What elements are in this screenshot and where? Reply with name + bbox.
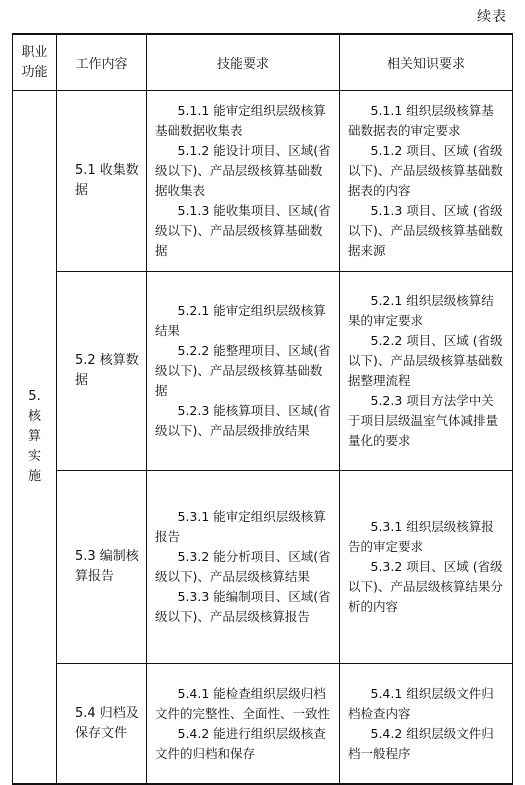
skill-item: 5.4.2 能进行组织层级核查文件的归档和保存 (155, 725, 326, 761)
header-skills: 技能要求 (147, 34, 340, 91)
function-line: 核 (27, 409, 41, 424)
skill-item: 5.2.1 能审定组织层级核算结果 (155, 303, 326, 338)
header-work-content: 工作内容 (57, 34, 147, 91)
skill-item: 5.3.3 能编制项目、区域(省级以下)、产品层级核算报告 (155, 589, 331, 624)
function-line: 5. (28, 389, 41, 404)
skills-cell (147, 471, 340, 664)
knowledge-item: 5.1.2 项目、区域 (省级以下)、产品层级核算基础数据表的内容 (348, 143, 503, 198)
header-function (13, 34, 57, 91)
work-content-cell: 5.4 归档及保存文件 (57, 664, 147, 785)
function-line: 实 (27, 449, 41, 464)
header-function-line2: 功能 (21, 64, 48, 80)
knowledge-item: 5.3.1 组织层级核算报告的审定要求 (348, 519, 494, 554)
skill-item: 5.3.2 能分析项目、区域(省级以下)、产品层级核算结果 (155, 549, 331, 584)
knowledge-item: 5.3.2 项目、区域 (省级以下)、产品层级核算结果分析的内容 (348, 559, 503, 614)
knowledge-item: 5.1.1 组织层级核算基础数据表的审定要求 (348, 103, 494, 138)
knowledge-item: 5.4.1 组织层级文件归档检查内容 (348, 685, 494, 721)
skills-cell (147, 664, 340, 785)
work-content-cell: 5.2 核算数据 (57, 272, 147, 471)
work-content-cell: 5.1 收集数据 (57, 91, 147, 272)
skills-table (12, 33, 513, 785)
knowledge-item: 5.2.2 项目、区域 (省级以下)、产品层级核算基础数据整理流程 (348, 333, 503, 388)
knowledge-item: 5.1.3 项目、区域 (省级以下)、产品层级核算基础数据来源 (348, 203, 503, 258)
table-row (13, 91, 513, 272)
skill-item: 5.1.3 能收集项目、区域(省级以下)、产品层级核算基础数据 (155, 203, 331, 258)
skills-cell (147, 272, 340, 471)
header-knowledge: 相关知识要求 (340, 34, 513, 91)
knowledge-cell (340, 664, 513, 785)
knowledge-cell (340, 91, 513, 272)
function-line: 算 (27, 429, 41, 444)
table-header-row (13, 34, 513, 91)
skill-item: 5.1.1 能审定组织层级核算基础数据收集表 (155, 103, 326, 138)
table-row (13, 664, 513, 785)
skill-item: 5.4.1 能检查组织层级归档文件的完整性、全面性、一致性 (155, 685, 331, 721)
function-cell (13, 91, 57, 785)
header-function-line1: 职业 (21, 44, 48, 60)
skill-item: 5.1.2 能设计项目、区域(省级以下)、产品层级核算基础数据收集表 (155, 143, 331, 198)
knowledge-item: 5.2.1 组织层级核算结果的审定要求 (348, 293, 494, 328)
knowledge-item: 5.4.2 组织层级文件归档一般程序 (348, 725, 494, 761)
knowledge-cell (340, 471, 513, 664)
skill-item: 5.3.1 能审定组织层级核算报告 (155, 509, 326, 544)
knowledge-cell (340, 272, 513, 471)
knowledge-item: 5.2.3 项目方法学中关于项目层级温室气体减排量量化的要求 (348, 393, 499, 448)
skills-cell (147, 91, 340, 272)
continued-label: 续表 (477, 9, 507, 25)
table-row (13, 272, 513, 471)
skill-item: 5.2.2 能整理项目、区域(省级以下)、产品层级核算基础数据 (155, 343, 331, 398)
function-line: 施 (27, 469, 41, 484)
skill-item: 5.2.3 能核算项目、区域(省级以下)、产品层级排放结果 (155, 403, 331, 438)
work-content-cell: 5.3 编制核算报告 (57, 471, 147, 664)
table-row (13, 471, 513, 664)
